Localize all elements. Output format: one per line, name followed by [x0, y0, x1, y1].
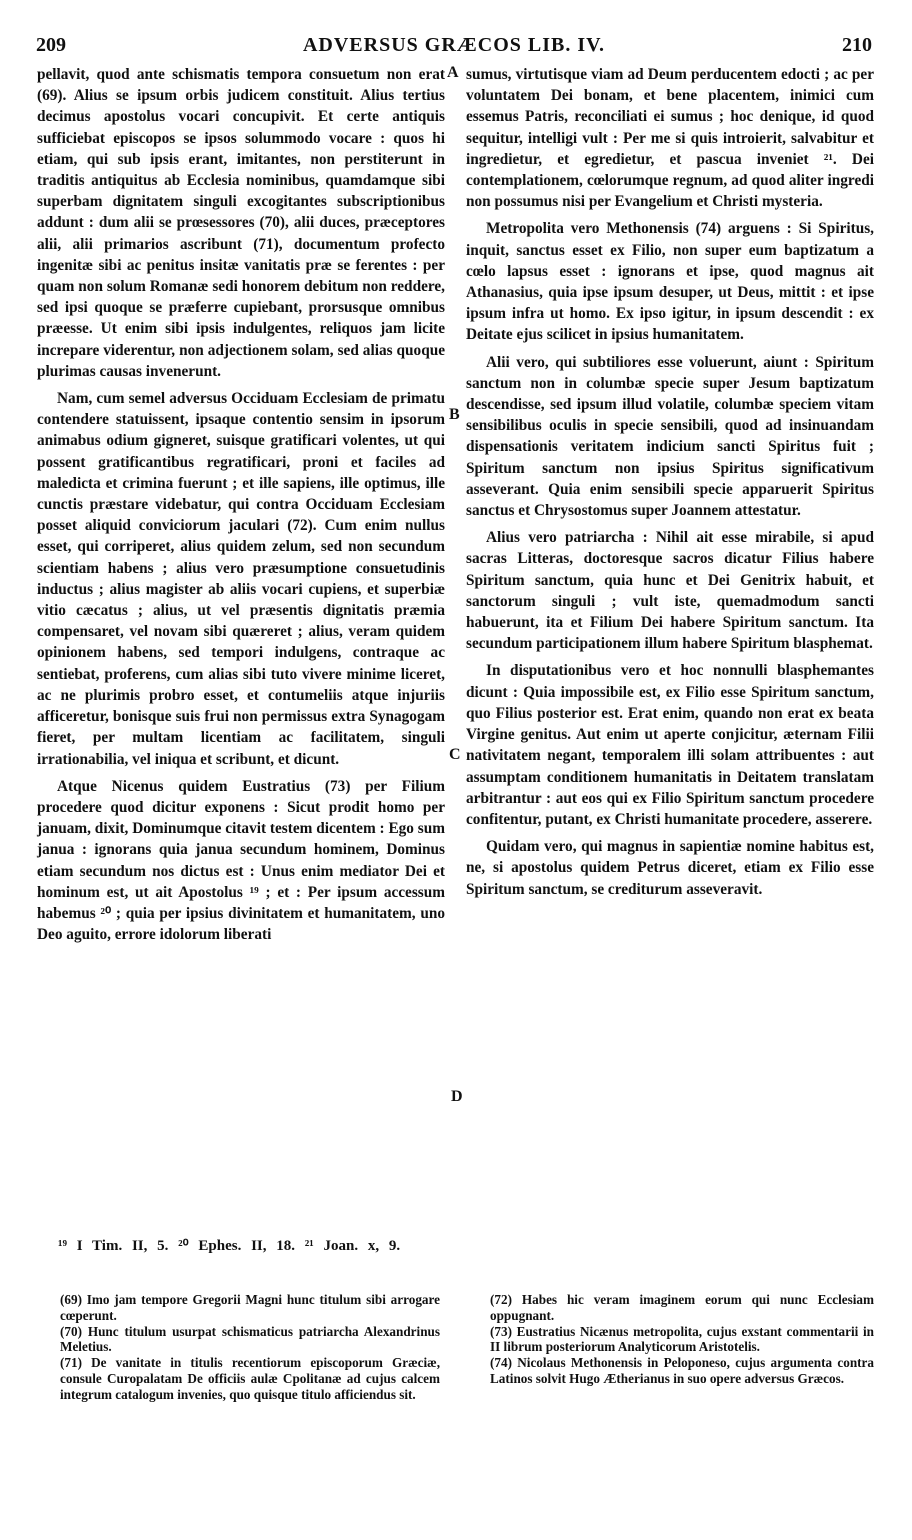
page-number-right: 210 — [842, 34, 872, 56]
footnotes-left — [60, 1292, 440, 1403]
scripture-references: ¹⁹ I Tim. II, 5. ²⁰ Ephes. II, 18. ²¹ Joan. x, 9. — [58, 1238, 401, 1254]
margin-marker-b: B — [449, 406, 460, 423]
footnote: (70) Hunc titulum usurpat schismaticus patriarcha Alexandrinus Meletius. — [60, 1323, 440, 1355]
left-column — [37, 64, 445, 951]
right-paragraph-2: Metropolita vero Methonensis (74) arguens : Si Spiritus, inquit, sanctus esset ex Filio, non super eum baptizatum a cœlo lapsus esset : ignorans et ipse, quod magnus ait Athanasius, quia ipse ipsum desuper, ut Deus, mittit : et ipse ipsum infra ut homo. Ex ipso igitur, in ipsum descendit : ex Deitate ejus scilicet in ipsius humanitatem. — [466, 220, 874, 344]
footnote: (72) Habes hic veram imaginem eorum qui nunc Ecclesiam oppugnant. — [490, 1292, 874, 1323]
right-paragraph-3: Alii vero, qui subtiliores esse voluerunt, aiunt : Spiritum sanctum non in columbæ specie super Jesum baptizatum descendisse, sed ipsum illud volatile, columbæ speciem vitam sensibilibus oculis in specie sensibili, quod ad insinuandam dispensationis veritatem indicium sancti Spiritus fuit ; Spiritum sanctum non ipsius Spiritus significativum asseverant. Quia enim sensibili specie apparuerit Spiritus sanctus et Chrysostomus super Joannem attestatur. — [466, 353, 874, 520]
left-paragraph-2: Nam, cum semel adversus Occiduam Ecclesiam de primatu contendere statuissent, ipsaque contentio sensim in ipsorum animabus odium gigneret, suisque gratificari volentes, ut qui possent gratificantibus regratificari, proni et faciles ad maledicta et crimina fuerunt ; et ille sapiens, ille optimus, ille cunctis præstare videbatur, qui contra Occiduam Ecclesiam posset aliquid conviciorum jaculari (72). Cum enim nullus esset, qui corriperet, alius quidem zelum, sed non secundum scientiam habens ; alius vero præsumptione consuetudinis inductus ; alius magister ab aliis vocari cupiens, et superbiæ vitio cæcatus ; alius, ut vel præsentis dignitatis præmia compensaret, vel novam sibi quæreret ; alius, veram quidem opinionem habens, sed tempori indulgens, contraque ac sentiebat, proferens, cum alias sibi tuto vivere minime liceret, ac ne plurimis probro esset, et contumeliis atque injuriis afficeretur, bonisque suis frui non permissus extra Synagogam fieret, per multam licentiam ac facilitatem, singuli irrationabilia, vel iniqua et scribunt, et dicunt. — [37, 390, 445, 768]
right-paragraph-4: Alius vero patriarcha : Nihil ait esse mirabile, si apud sacras Litteras, doctoresque sacros dicatur Filius habere Spiritum sanctum, quia hunc et Dei Genitrix habuit, et sanctorum singuli ; vult iste, quemadmodum sancti habuerunt, ita et Filium Dei habere Spiritum sanctum. Ita secundum participationem illum habere Spiritum blasphemat. — [466, 529, 874, 653]
left-paragraph-1: pellavit, quod ante schismatis tempora consuetum non erat (69). Alius se ipsum orbis judicem constituit. Alius tertius decimus apostolus vocari concupivit. Et certe antiquis sufficiebat episcopos se ipsos solummodo vocare : quos hi etiam, qui sub ipsis erant, imitantes, non perstiterunt in traditis antiquitus ab Ecclesia nominibus, quamdamque sibi superbam dignitatem singuli excogitantes subscriptionibus addunt : dum alii se prœsessores (70), alii duces, præceptores alii, alii primarios ascribunt (71), documentum profecto ingenitæ sibi ac penitus insitæ vanitatis præ se ferentes : per quam non solum Romanæ sedi honorem debitum non reddere, sed ipsi quoque se præferre cupiebant, prorsusque omnibus præesse. Ut enim sibi ipsis indulgentes, reliquos jam licite increpare viderentur, non adjectionem solam, sed alias quoque plurimas causas invenerunt. — [37, 66, 445, 380]
right-paragraph-5: In disputationibus vero et hoc nonnulli blasphemantes dicunt : Quia impossibile est, ex Filio esse Spiritum sanctum, quo Filius posterior est. Erat enim, quando non erat ex beata Virgine genitus. Aut enim ut aperte conjicitur, æternam Filii nativitatem negant, temporalem illi solam attribuentes : aut assumptam conditionem humanitatis in Deitatem translatam arbitrantur : aut eos qui ex Filio Spiritum sanctum procedere confitentur, putant, ex Christi humanitate procedere, asserere. — [466, 662, 874, 828]
margin-marker-c: C — [449, 746, 461, 763]
footnote: (74) Nicolaus Methonensis in Peloponeso, cujus argumenta contra Latinos solvit Hugo Ætherianus in suo opere adversus Græcos. — [490, 1355, 874, 1386]
footnote: (71) De vanitate in titulis recentiorum episcoporum Græciæ, consule Curopalatam De officiis aulæ Cpolitanæ ad cujus calcem integrum catalogum invenies, quo quisque titulo afficiendus sit. — [60, 1355, 440, 1402]
margin-marker-a: A — [447, 64, 459, 81]
footnote: (73) Eustratius Nicænus metropolita, cujus exstant commentarii in II librum posteriorum Analyticorum Aristotelis. — [490, 1323, 874, 1355]
running-header — [36, 34, 872, 64]
right-paragraph-6: Quidam vero, qui magnus in sapientiæ nomine habitus est, ne, si apostolus quidem Petrus diceret, etiam ex Filio esse Spiritum sanctum, se crediturum asseveravit. — [466, 838, 874, 898]
right-paragraph-1: sumus, virtutisque viam ad Deum perducentem edocti ; ac per voluntatem Dei bonam, et bene placentem, inimici cum essemus Patris, reconciliati ei sumus ; hoc denique, id quod sequitur, intelligi vult : Per me si quis introierit, salvabitur et ingredietur, et egredietur, et pascua inveniet ²¹. Dei contemplationem, cœlorumque regnum, ad quod aliter ingredi non possumus nisi per Evangelium et Christi mysteria. — [466, 66, 874, 211]
page-title: ADVERSUS GRÆCOS LIB. IV. — [302, 34, 606, 56]
page-number-left: 209 — [36, 34, 66, 56]
margin-marker-d: D — [451, 1088, 463, 1105]
left-paragraph-3: Atque Nicenus quidem Eustratius (73) per Filium procedere quod dicitur exponens : Sicut prodit homo per januam, dixit, Dominumque citavit testem dicentem : Ego sum janua : ignorans quia janua secundum hominem, Dominus etiam secundum nos dictus est : Unus enim mediator Dei et hominum est, ut ait Apostolus ¹⁹ ; et : Per ipsum accessum habemus ²⁰ ; quia per ipsius divinitatem et humanitatem, uno Deo aguito, errore idolorum liberati — [37, 777, 445, 944]
footnotes-right — [490, 1292, 874, 1387]
right-column — [466, 64, 874, 906]
footnote: (69) Imo jam tempore Gregorii Magni hunc titulum sibi arrogare cœperunt. — [60, 1292, 440, 1323]
